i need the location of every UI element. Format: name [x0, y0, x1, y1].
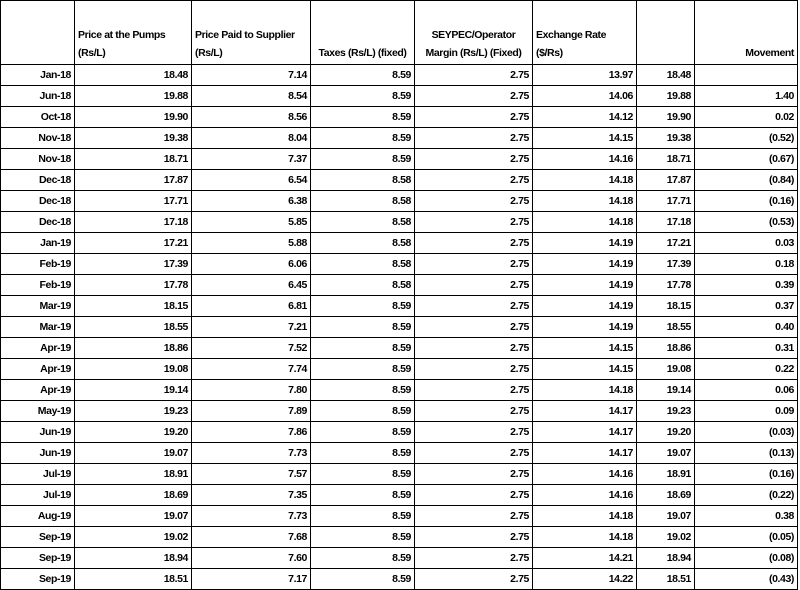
table-row	[1, 527, 798, 548]
cell-pump-price-repeat: 19.20	[637, 422, 695, 443]
cell-movement: (0.52)	[695, 128, 798, 149]
cell-exchange-rate: 14.18	[533, 380, 637, 401]
cell-taxes: 8.59	[311, 338, 415, 359]
cell-taxes: 8.59	[311, 149, 415, 170]
cell-exchange-rate: 13.97	[533, 65, 637, 86]
cell-taxes: 8.59	[311, 464, 415, 485]
cell-supplier-price: 7.74	[192, 359, 311, 380]
cell-pump-price-repeat: 19.38	[637, 128, 695, 149]
cell-pump-price-repeat: 18.69	[637, 485, 695, 506]
cell-margin: 2.75	[415, 401, 533, 422]
cell-pump-price-repeat: 19.88	[637, 86, 695, 107]
cell-date: Dec-18	[1, 212, 75, 233]
table-row	[1, 233, 798, 254]
table-row	[1, 275, 798, 296]
cell-pump-price: 17.21	[75, 233, 192, 254]
cell-pump-price: 19.07	[75, 443, 192, 464]
cell-margin: 2.75	[415, 296, 533, 317]
header-blank	[637, 1, 695, 65]
cell-exchange-rate: 14.18	[533, 191, 637, 212]
table-row	[1, 296, 798, 317]
table-row	[1, 548, 798, 569]
cell-date: Jun-19	[1, 443, 75, 464]
cell-margin: 2.75	[415, 128, 533, 149]
cell-pump-price: 17.39	[75, 254, 192, 275]
cell-date: Dec-18	[1, 191, 75, 212]
cell-margin: 2.75	[415, 380, 533, 401]
cell-movement: (0.16)	[695, 464, 798, 485]
table-row	[1, 506, 798, 527]
cell-exchange-rate: 14.18	[533, 506, 637, 527]
cell-exchange-rate: 14.06	[533, 86, 637, 107]
cell-pump-price: 18.94	[75, 548, 192, 569]
table-row	[1, 65, 798, 86]
cell-exchange-rate: 14.19	[533, 317, 637, 338]
cell-margin: 2.75	[415, 338, 533, 359]
cell-margin: 2.75	[415, 569, 533, 590]
cell-supplier-price: 8.56	[192, 107, 311, 128]
cell-movement: 1.40	[695, 86, 798, 107]
cell-pump-price: 18.55	[75, 317, 192, 338]
cell-taxes: 8.58	[311, 233, 415, 254]
table-row	[1, 149, 798, 170]
table-row	[1, 191, 798, 212]
cell-date: Aug-19	[1, 506, 75, 527]
cell-pump-price-repeat: 17.78	[637, 275, 695, 296]
cell-supplier-price: 7.17	[192, 569, 311, 590]
cell-pump-price-repeat: 19.08	[637, 359, 695, 380]
cell-date: Feb-19	[1, 254, 75, 275]
header-date	[1, 1, 75, 65]
cell-taxes: 8.59	[311, 443, 415, 464]
cell-supplier-price: 7.57	[192, 464, 311, 485]
cell-pump-price: 18.69	[75, 485, 192, 506]
cell-movement: 0.09	[695, 401, 798, 422]
cell-date: Apr-19	[1, 380, 75, 401]
cell-date: Jul-19	[1, 485, 75, 506]
cell-exchange-rate: 14.15	[533, 338, 637, 359]
cell-margin: 2.75	[415, 170, 533, 191]
cell-exchange-rate: 14.22	[533, 569, 637, 590]
cell-pump-price-repeat: 17.39	[637, 254, 695, 275]
cell-exchange-rate: 14.16	[533, 149, 637, 170]
table-row	[1, 569, 798, 590]
cell-taxes: 8.59	[311, 86, 415, 107]
cell-pump-price-repeat: 18.55	[637, 317, 695, 338]
cell-pump-price-repeat: 19.07	[637, 506, 695, 527]
cell-taxes: 8.59	[311, 296, 415, 317]
cell-margin: 2.75	[415, 65, 533, 86]
cell-movement: 0.02	[695, 107, 798, 128]
cell-movement: (0.13)	[695, 443, 798, 464]
cell-taxes: 8.58	[311, 212, 415, 233]
header-pump-price: Price at the Pumps (Rs/L)	[75, 1, 192, 65]
cell-exchange-rate: 14.21	[533, 548, 637, 569]
cell-pump-price-repeat: 17.18	[637, 212, 695, 233]
cell-taxes: 8.58	[311, 254, 415, 275]
cell-exchange-rate: 14.19	[533, 233, 637, 254]
cell-date: Sep-19	[1, 527, 75, 548]
table-row	[1, 338, 798, 359]
cell-pump-price: 19.14	[75, 380, 192, 401]
cell-supplier-price: 7.35	[192, 485, 311, 506]
cell-date: Oct-18	[1, 107, 75, 128]
cell-supplier-price: 7.21	[192, 317, 311, 338]
cell-exchange-rate: 14.12	[533, 107, 637, 128]
cell-pump-price: 17.71	[75, 191, 192, 212]
cell-supplier-price: 7.80	[192, 380, 311, 401]
cell-pump-price-repeat: 18.51	[637, 569, 695, 590]
cell-taxes: 8.59	[311, 107, 415, 128]
cell-date: Sep-19	[1, 569, 75, 590]
cell-exchange-rate: 14.17	[533, 401, 637, 422]
cell-pump-price: 18.91	[75, 464, 192, 485]
cell-exchange-rate: 14.17	[533, 443, 637, 464]
cell-movement: 0.31	[695, 338, 798, 359]
cell-supplier-price: 7.89	[192, 401, 311, 422]
cell-margin: 2.75	[415, 149, 533, 170]
cell-movement: 0.38	[695, 506, 798, 527]
cell-date: Jun-19	[1, 422, 75, 443]
table-row	[1, 422, 798, 443]
cell-date: Mar-19	[1, 317, 75, 338]
cell-margin: 2.75	[415, 107, 533, 128]
cell-exchange-rate: 14.18	[533, 527, 637, 548]
cell-date: Sep-19	[1, 548, 75, 569]
cell-movement: 0.18	[695, 254, 798, 275]
cell-date: Apr-19	[1, 338, 75, 359]
cell-supplier-price: 7.86	[192, 422, 311, 443]
header-exchange-rate: Exchange Rate ($/Rs)	[533, 1, 637, 65]
cell-date: May-19	[1, 401, 75, 422]
cell-taxes: 8.59	[311, 359, 415, 380]
cell-pump-price: 18.15	[75, 296, 192, 317]
cell-pump-price: 19.20	[75, 422, 192, 443]
cell-pump-price-repeat: 18.48	[637, 65, 695, 86]
cell-movement: (0.67)	[695, 149, 798, 170]
cell-date: Jul-19	[1, 464, 75, 485]
cell-margin: 2.75	[415, 86, 533, 107]
cell-date: Dec-18	[1, 170, 75, 191]
cell-pump-price: 17.18	[75, 212, 192, 233]
cell-date: Mar-19	[1, 296, 75, 317]
cell-pump-price-repeat: 19.07	[637, 443, 695, 464]
cell-movement: (0.05)	[695, 527, 798, 548]
cell-pump-price: 19.07	[75, 506, 192, 527]
cell-date: Nov-18	[1, 149, 75, 170]
cell-supplier-price: 6.81	[192, 296, 311, 317]
cell-exchange-rate: 14.19	[533, 254, 637, 275]
cell-margin: 2.75	[415, 233, 533, 254]
cell-exchange-rate: 14.17	[533, 422, 637, 443]
cell-pump-price-repeat: 19.02	[637, 527, 695, 548]
cell-exchange-rate: 14.16	[533, 464, 637, 485]
cell-pump-price-repeat: 18.86	[637, 338, 695, 359]
cell-movement: 0.37	[695, 296, 798, 317]
cell-supplier-price: 7.52	[192, 338, 311, 359]
cell-supplier-price: 8.04	[192, 128, 311, 149]
cell-pump-price: 19.88	[75, 86, 192, 107]
cell-date: Feb-19	[1, 275, 75, 296]
table-row	[1, 86, 798, 107]
header-supplier-price: Price Paid to Supplier (Rs/L)	[192, 1, 311, 65]
table-row	[1, 359, 798, 380]
table-row	[1, 485, 798, 506]
cell-supplier-price: 6.45	[192, 275, 311, 296]
table-row	[1, 128, 798, 149]
cell-pump-price-repeat: 18.15	[637, 296, 695, 317]
cell-pump-price: 17.78	[75, 275, 192, 296]
cell-pump-price: 19.38	[75, 128, 192, 149]
header-margin: SEYPEC/Operator Margin (Rs/L) (Fixed)	[415, 1, 533, 65]
cell-margin: 2.75	[415, 506, 533, 527]
cell-pump-price: 19.02	[75, 527, 192, 548]
header-movement: Movement	[695, 1, 798, 65]
cell-movement: 0.06	[695, 380, 798, 401]
cell-exchange-rate: 14.18	[533, 170, 637, 191]
cell-taxes: 8.58	[311, 275, 415, 296]
cell-pump-price-repeat: 18.94	[637, 548, 695, 569]
cell-exchange-rate: 14.18	[533, 212, 637, 233]
cell-supplier-price: 5.85	[192, 212, 311, 233]
cell-movement: (0.03)	[695, 422, 798, 443]
cell-taxes: 8.59	[311, 128, 415, 149]
cell-supplier-price: 5.88	[192, 233, 311, 254]
header-taxes: Taxes (Rs/L) (fixed)	[311, 1, 415, 65]
cell-pump-price: 19.08	[75, 359, 192, 380]
cell-pump-price: 18.48	[75, 65, 192, 86]
cell-supplier-price: 7.73	[192, 443, 311, 464]
cell-movement	[695, 65, 798, 86]
table-row	[1, 170, 798, 191]
cell-pump-price: 19.90	[75, 107, 192, 128]
cell-supplier-price: 7.68	[192, 527, 311, 548]
cell-movement: (0.22)	[695, 485, 798, 506]
table-row	[1, 443, 798, 464]
cell-movement: (0.84)	[695, 170, 798, 191]
cell-pump-price: 17.87	[75, 170, 192, 191]
header-row	[1, 1, 798, 65]
table-row	[1, 212, 798, 233]
cell-date: Apr-19	[1, 359, 75, 380]
cell-date: Jun-18	[1, 86, 75, 107]
cell-supplier-price: 6.38	[192, 191, 311, 212]
table-row	[1, 254, 798, 275]
cell-taxes: 8.59	[311, 506, 415, 527]
cell-margin: 2.75	[415, 317, 533, 338]
cell-margin: 2.75	[415, 212, 533, 233]
cell-margin: 2.75	[415, 422, 533, 443]
cell-supplier-price: 8.54	[192, 86, 311, 107]
cell-margin: 2.75	[415, 359, 533, 380]
table-body	[1, 65, 798, 590]
cell-movement: (0.16)	[695, 191, 798, 212]
cell-exchange-rate: 14.19	[533, 296, 637, 317]
cell-pump-price: 18.71	[75, 149, 192, 170]
cell-movement: 0.03	[695, 233, 798, 254]
cell-pump-price: 19.23	[75, 401, 192, 422]
cell-taxes: 8.59	[311, 422, 415, 443]
cell-pump-price-repeat: 17.71	[637, 191, 695, 212]
cell-supplier-price: 7.37	[192, 149, 311, 170]
cell-margin: 2.75	[415, 464, 533, 485]
cell-pump-price-repeat: 18.71	[637, 149, 695, 170]
cell-supplier-price: 6.06	[192, 254, 311, 275]
cell-margin: 2.75	[415, 548, 533, 569]
cell-pump-price-repeat: 18.91	[637, 464, 695, 485]
cell-margin: 2.75	[415, 275, 533, 296]
cell-taxes: 8.59	[311, 401, 415, 422]
cell-taxes: 8.59	[311, 65, 415, 86]
cell-movement: (0.53)	[695, 212, 798, 233]
table-row	[1, 107, 798, 128]
cell-pump-price-repeat: 19.23	[637, 401, 695, 422]
cell-taxes: 8.58	[311, 170, 415, 191]
table-row	[1, 464, 798, 485]
table-row	[1, 317, 798, 338]
cell-exchange-rate: 14.16	[533, 485, 637, 506]
cell-supplier-price: 6.54	[192, 170, 311, 191]
cell-taxes: 8.59	[311, 569, 415, 590]
cell-exchange-rate: 14.15	[533, 359, 637, 380]
cell-taxes: 8.59	[311, 527, 415, 548]
cell-date: Jan-18	[1, 65, 75, 86]
cell-taxes: 8.58	[311, 191, 415, 212]
cell-movement: 0.22	[695, 359, 798, 380]
cell-pump-price-repeat: 19.90	[637, 107, 695, 128]
cell-supplier-price: 7.14	[192, 65, 311, 86]
cell-margin: 2.75	[415, 191, 533, 212]
cell-supplier-price: 7.60	[192, 548, 311, 569]
cell-pump-price-repeat: 19.14	[637, 380, 695, 401]
cell-pump-price-repeat: 17.87	[637, 170, 695, 191]
cell-date: Nov-18	[1, 128, 75, 149]
cell-movement: 0.39	[695, 275, 798, 296]
cell-taxes: 8.59	[311, 317, 415, 338]
cell-movement: 0.40	[695, 317, 798, 338]
cell-margin: 2.75	[415, 254, 533, 275]
cell-taxes: 8.59	[311, 485, 415, 506]
cell-pump-price: 18.51	[75, 569, 192, 590]
cell-taxes: 8.59	[311, 548, 415, 569]
cell-supplier-price: 7.73	[192, 506, 311, 527]
table-row	[1, 380, 798, 401]
cell-margin: 2.75	[415, 527, 533, 548]
cell-margin: 2.75	[415, 485, 533, 506]
cell-margin: 2.75	[415, 443, 533, 464]
table-row	[1, 401, 798, 422]
cell-movement: (0.43)	[695, 569, 798, 590]
cell-pump-price-repeat: 17.21	[637, 233, 695, 254]
cell-date: Jan-19	[1, 233, 75, 254]
cell-exchange-rate: 14.15	[533, 128, 637, 149]
cell-taxes: 8.59	[311, 380, 415, 401]
cell-pump-price: 18.86	[75, 338, 192, 359]
cell-movement: (0.08)	[695, 548, 798, 569]
cell-exchange-rate: 14.19	[533, 275, 637, 296]
